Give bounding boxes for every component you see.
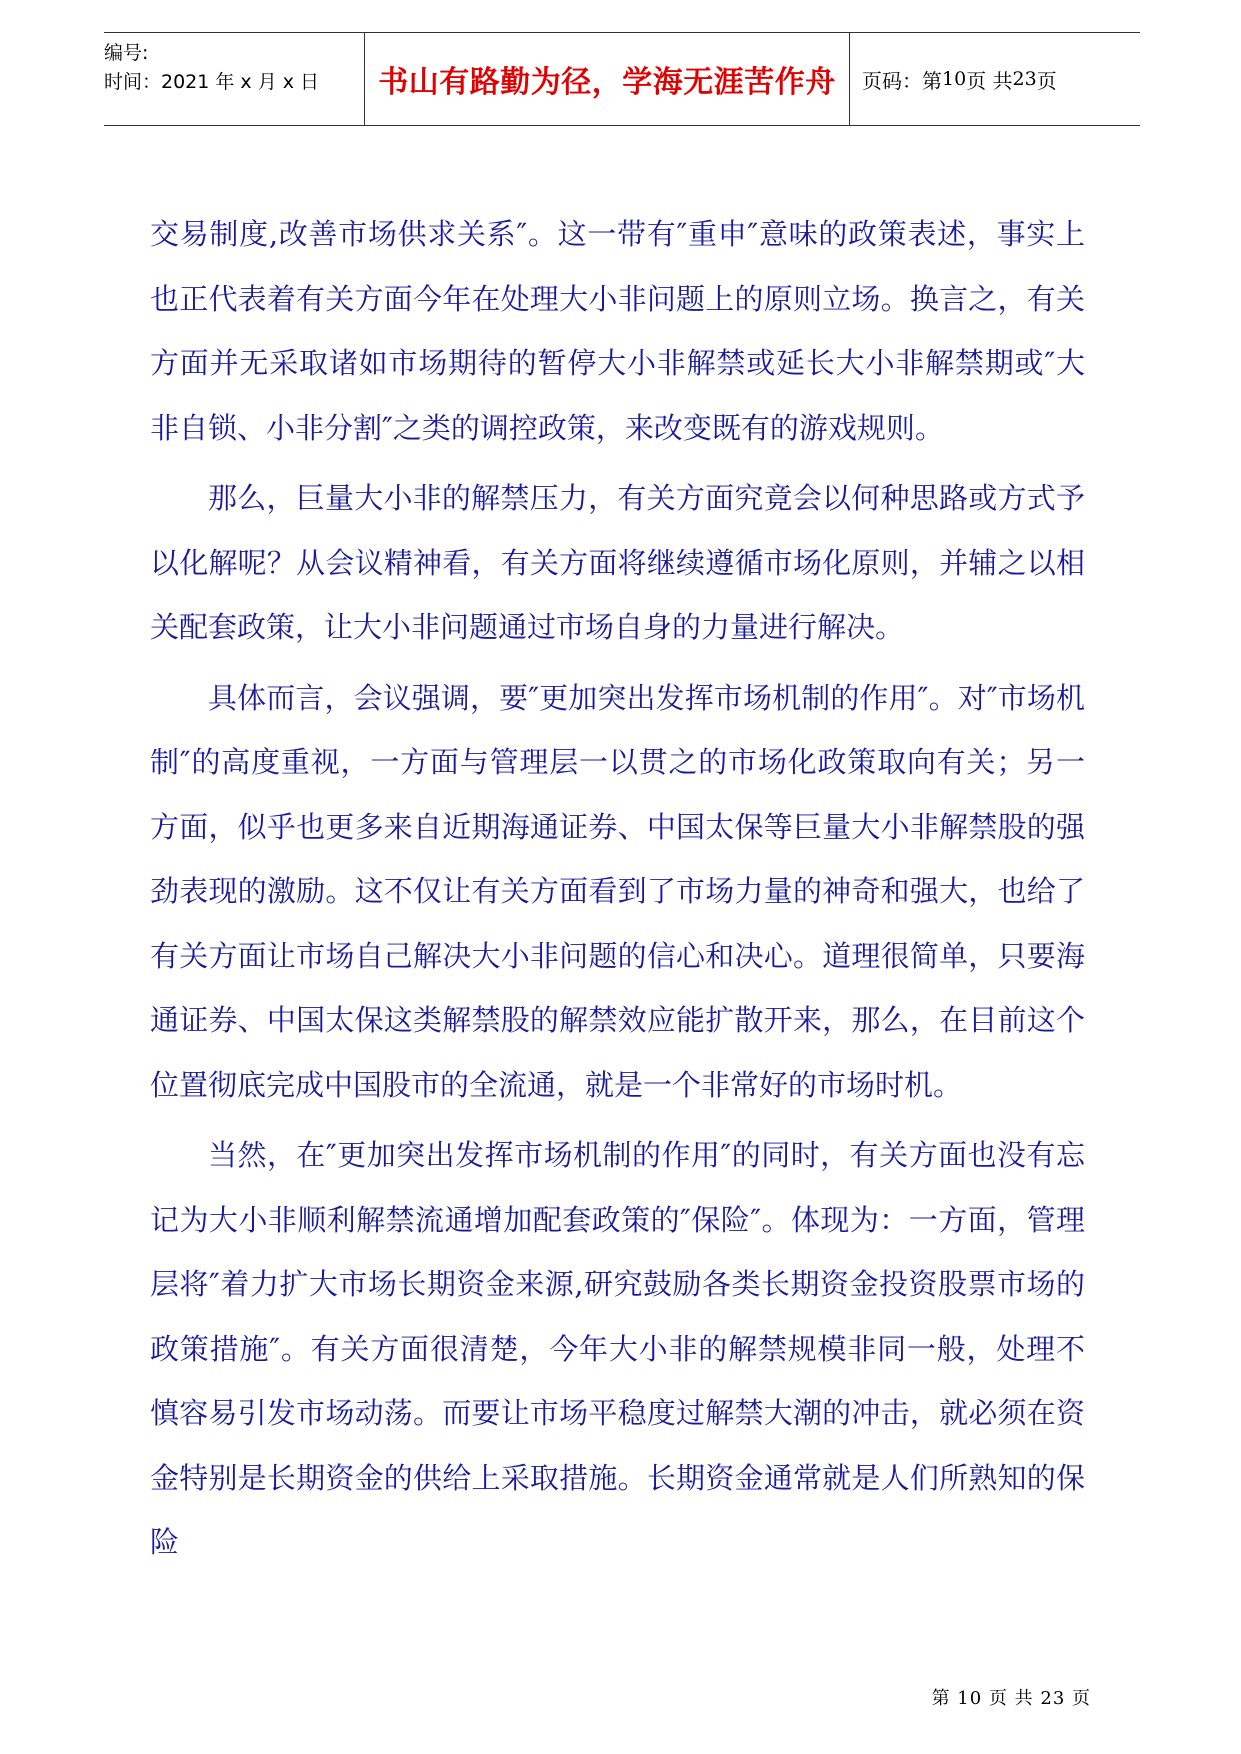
header-meta [104,33,365,125]
paragraph-2: 那么，巨量大小非的解禁压力，有关方面究竟会以何种思路或方式予以化解呢？从会议精神看，有关方面将继续遵循市场化原则，并辅之以相关配套政策，让大小非问题通过市场自身的力量进行解决。 [150,481,1085,644]
page-footer: 第 10 页 共 23 页 [931,1688,1091,1709]
header-page-number [850,33,1140,125]
serial-label: 编号: [104,42,149,64]
page-current: 10 [942,68,967,90]
page-label-mid: 页 共 [966,68,1013,93]
document-body [150,202,1085,1581]
paragraph-1: 交易制度,改善市场供求关系″。这一带有″重申″意味的政策表述，事实上也正代表着有关方面今年在处理大小非问题上的原则立场。换言之，有关方面并无采取诸如市场期待的暂停大小非解禁或延长大小非解禁期或″大非自锁、小非分割″之类的调控政策，来改变既有的游戏规则。 [150,217,1085,445]
page-header [104,32,1140,126]
time-label: 时间：2021 年 x 月 x 日 [104,71,320,93]
page-total: 23 [1012,68,1037,90]
paragraph-3: 具体而言，会议强调，要″更加突出发挥市场机制的作用″。对″市场机制″的高度重视，一方面与管理层一以贯之的市场化政策取向有关；另一方面，似乎也更多来自近期海通证券、中国太保等巨量大小非解禁股的强劲表现的激励。这不仅让有关方面看到了市场力量的神奇和强大，也给了有关方面让市场自己解决大小非问题的信心和决心。道理很简单，只要海通证券、中国太保这类解禁股的解禁效应能扩散开来，那么，在目前这个位置彻底完成中国股市的全流通，就是一个非常好的市场时机。 [150,680,1085,1102]
page-label-prefix: 页码：第 [862,68,942,93]
header-motto: 书山有路勤为径，学海无涯苦作舟 [365,33,850,125]
paragraph-4: 当然，在″更加突出发挥市场机制的作用″的同时，有关方面也没有忘记为大小非顺利解禁流通增加配套政策的″保险″。体现为：一方面，管理层将″着力扩大市场长期资金来源,研究鼓励各类长期资金投资股票市场的政策措施″。有关方面很清楚，今年大小非的解禁规模非同一般，处理不慎容易引发市场动荡。而要让市场平稳度过解禁大潮的冲击，就必须在资金特别是长期资金的供给上采取措施。长期资金通常就是人们所熟知的保险 [150,1138,1085,1559]
page-label-suffix: 页 [1036,68,1057,93]
